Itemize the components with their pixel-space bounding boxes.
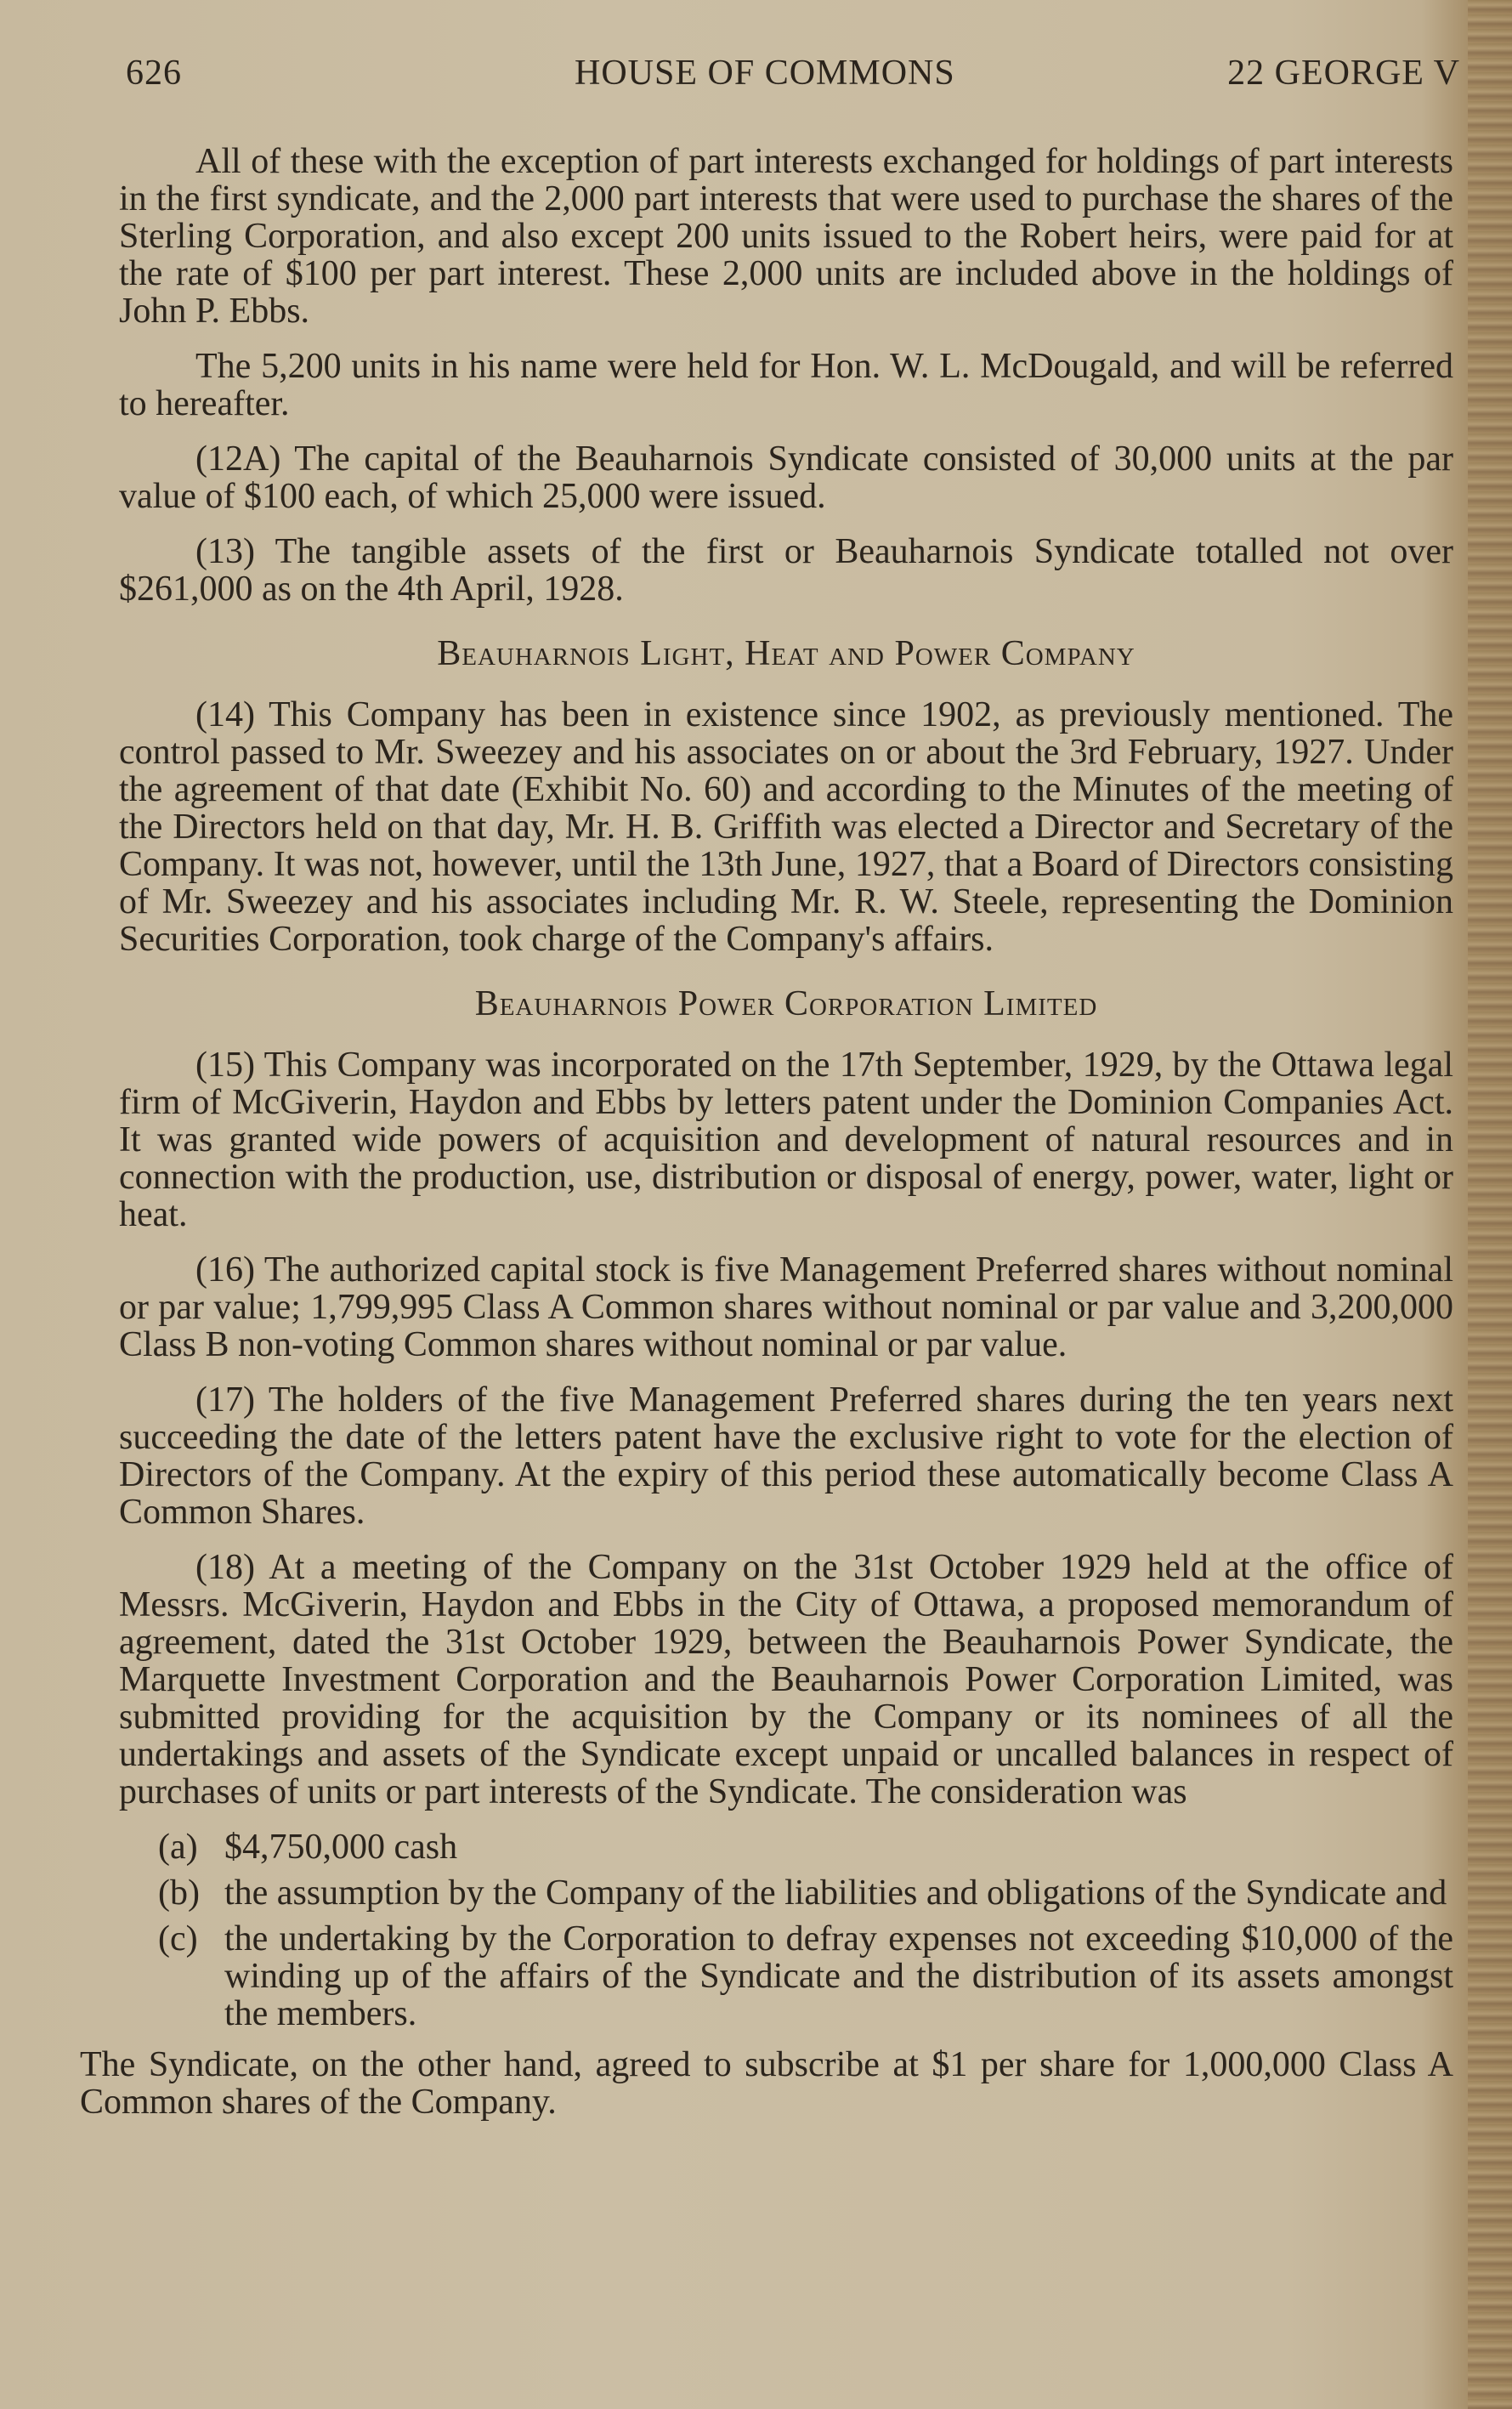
paragraph: (13) The tangible assets of the first or Beauharnois Syndicate totalled not over $261,000 as on the 4th April, 1928. (119, 532, 1453, 609)
page-body (80, 142, 1453, 2139)
paragraph: (16) The authorized capital stock is five Management Preferred shares without nominal or par value; 1,799,995 Class A Common shares without nominal or par value and 3,200,000 Class B non-voting Common shares without nominal or par value. (119, 1250, 1453, 1364)
list-marker: (a) (158, 1828, 198, 1867)
list-text: $4,750,000 cash (224, 1828, 458, 1867)
page-number: 626 (126, 54, 182, 93)
paragraph: (18) At a meeting of the Company on the 31st October 1929 held at the office of Messrs. McGiverin, Haydon and Ebbs in the City of Ottawa, a proposed memorandum of agreement, dated the 31st October 1929, between the Beauharnois Power Syndicate, the Marquette Investment Corporation and the Beauharnois Power Corporation Limited, was submitted providing for the acquisition by the Company or its nominees of all the undertakings and assets of the Syndicate except unpaid or uncalled balances in respect of purchases of units or part interests of the Syndicate. The consideration was (119, 1548, 1453, 1811)
list-item (158, 1828, 1453, 1866)
list-item (158, 1874, 1453, 1912)
paragraph: (17) The holders of the five Management Preferred shares during the ten years next succeeding the date of the letters patent have the exclusive right to vote for the election of Directors of the Company. At the expiry of this period these automatically become Class A Common Shares. (119, 1380, 1453, 1532)
consideration-list (119, 1828, 1453, 2032)
running-header (126, 53, 1460, 104)
list-text: the undertaking by the Corporation to defray expenses not exceeding $10,000 of the winding up of the affairs of the Syndicate and the distribution of its assets amongst the members. (224, 1919, 1453, 2033)
regnal-year: 22 GEORGE V (1227, 54, 1460, 93)
paragraph: All of these with the exception of part interests exchanged for holdings of part interests in the first syndicate, and the 2,000 part interests that were used to purchase the shares of the Sterling Corporation, and also except 200 units issued to the Robert heirs, were paid for at the rate of $100 per part interest. These 2,000 units are included above in the holdings of John P. Ebbs. (119, 142, 1453, 331)
closing-paragraph: The Syndicate, on the other hand, agreed to subscribe at $1 per share for 1,000,000 Class A Common shares of the Company. (80, 2045, 1453, 2122)
paragraph: (15) This Company was incorporated on the 17th September, 1929, by the Ottawa legal firm of McGiverin, Haydon and Ebbs by letters patent under the Dominion Companies Act. It was granted wide powers of acquisition and development of natural resources and in connection with the production, use, distribution or disposal of energy, power, water, light or heat. (119, 1046, 1453, 1234)
list-text: the assumption by the Company of the liabilities and obligations of the Syndicate and (224, 1873, 1447, 1913)
paragraph: The 5,200 units in his name were held for Hon. W. L. McDougald, and will be referred to hereafter. (119, 347, 1453, 423)
paragraph: (12A) The capital of the Beauharnois Syndicate consisted of 30,000 units at the par value of $100 each, of which 25,000 were issued. (119, 439, 1453, 516)
list-marker: (c) (158, 1919, 198, 1958)
section-heading: Beauharnois Power Corporation Limited (474, 984, 1098, 1023)
book-spine-edge (1468, 0, 1512, 2409)
list-item (158, 1920, 1453, 2032)
paragraph: (14) This Company has been in existence since 1902, as previously mentioned. The control passed to Mr. Sweezey and his associates on or about the 3rd February, 1927. Under the agreement of that date (Exhibit No. 60) and according to the Minutes of the meeting of the Directors held on that day, Mr. H. B. Griffith was elected a Director and Secretary of the Company. It was not, however, until the 13th June, 1927, that a Board of Directors consisting of Mr. Sweezey and his associates including Mr. R. W. Steele, representing the Dominion Securities Corporation, took charge of the Company's affairs. (119, 695, 1453, 959)
running-title: HOUSE OF COMMONS (575, 54, 955, 93)
list-marker: (b) (158, 1873, 200, 1913)
section-heading: Beauharnois Light, Heat and Power Company (437, 634, 1135, 673)
